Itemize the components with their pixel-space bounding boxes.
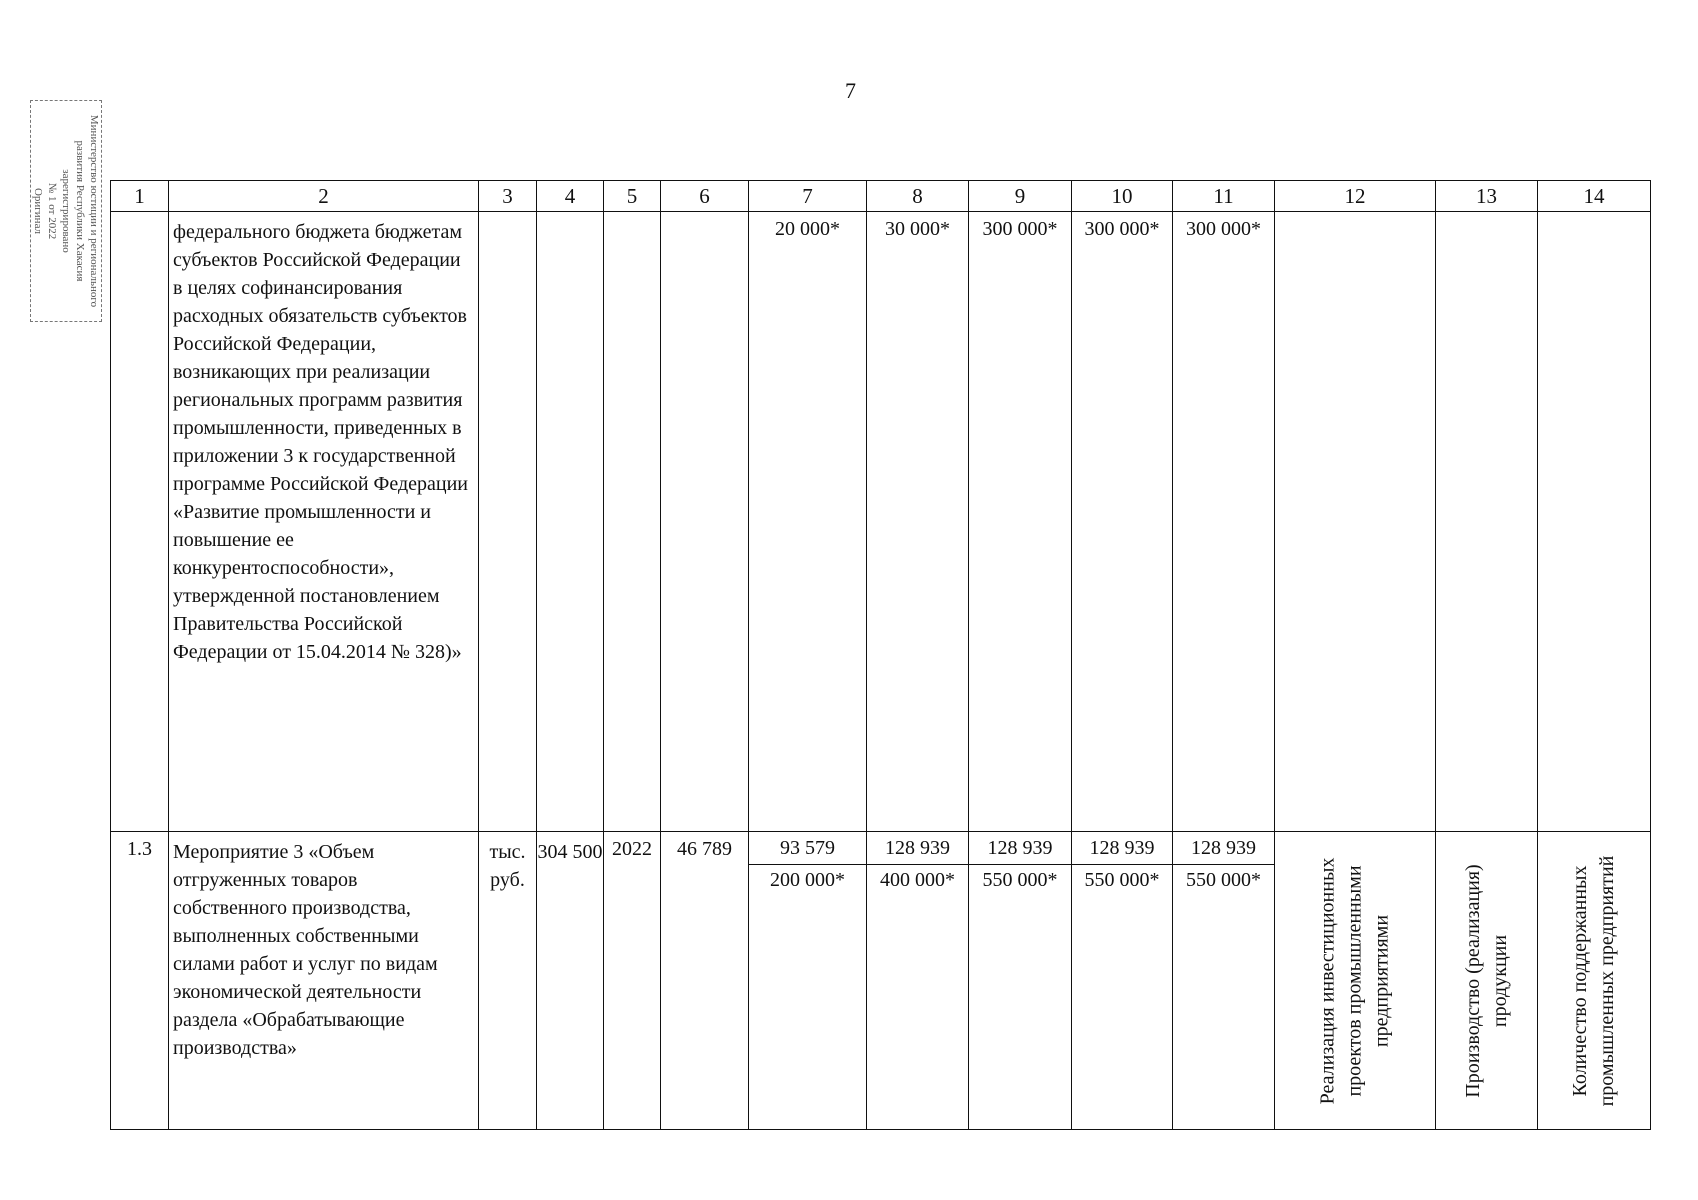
row2-col7-bottom: 200 000* bbox=[770, 869, 845, 891]
row2-col10-top: 128 939 bbox=[1072, 832, 1172, 865]
row1-col13-cell bbox=[1436, 212, 1538, 832]
row1-col9-value: 300 000* bbox=[969, 212, 1072, 832]
row1-col14-cell bbox=[1538, 212, 1651, 832]
row2-col14-cell bbox=[1538, 832, 1651, 1130]
row2-col7-cell bbox=[749, 832, 867, 1130]
row2-col13-vertical-text: Производство (реализация) продукции bbox=[1461, 863, 1511, 1098]
row2-col9-top: 128 939 bbox=[969, 832, 1071, 865]
header-cell-9: 9 bbox=[969, 181, 1072, 212]
row2-col12-vertical-text: Реализация инвестиционных проектов промышленными предприятиями bbox=[1316, 857, 1393, 1104]
header-cell-4: 4 bbox=[537, 181, 604, 212]
header-cell-14: 14 bbox=[1538, 181, 1651, 212]
header-cell-1: 1 bbox=[111, 181, 169, 212]
table-row bbox=[111, 212, 1651, 832]
registration-stamp bbox=[30, 100, 102, 322]
row2-description: Мероприятие 3 «Объем отгруженных товаров собственного производства, выполненных собственными силами работ и услуг по видам экономической деятельности раздела «Обрабатывающие производства» bbox=[169, 832, 479, 1130]
header-cell-6: 6 bbox=[661, 181, 749, 212]
row1-col4-cell bbox=[537, 212, 604, 832]
row2-number: 1.3 bbox=[111, 832, 169, 1130]
header-cell-7: 7 bbox=[749, 181, 867, 212]
row2-col7-top: 93 579 bbox=[749, 832, 866, 865]
row2-col8-bottom: 400 000* bbox=[880, 869, 955, 891]
row2-col11-cell bbox=[1173, 832, 1275, 1130]
row2-col14-vertical-text: Количество поддержанных промышленных предприятий bbox=[1569, 855, 1618, 1106]
row2-col8-cell bbox=[867, 832, 969, 1130]
row1-number-cell bbox=[111, 212, 169, 832]
row1-col5-cell bbox=[604, 212, 661, 832]
row2-col9-cell bbox=[969, 832, 1072, 1130]
header-cell-2: 2 bbox=[169, 181, 479, 212]
row1-col6-cell bbox=[661, 212, 749, 832]
row1-col10-value: 300 000* bbox=[1072, 212, 1173, 832]
row1-col12-cell bbox=[1275, 212, 1436, 832]
header-cell-13: 13 bbox=[1436, 181, 1538, 212]
measures-table bbox=[110, 180, 1651, 1130]
row2-col9-bottom: 550 000* bbox=[982, 869, 1058, 891]
row2-col6-value: 46 789 bbox=[661, 832, 749, 1130]
row2-col10-bottom: 550 000* bbox=[1084, 869, 1160, 891]
header-cell-10: 10 bbox=[1072, 181, 1173, 212]
page-number: 7 bbox=[845, 78, 856, 103]
row2-col5-value: 2022 bbox=[604, 832, 661, 1130]
table-row bbox=[111, 832, 1651, 1130]
header-cell-5: 5 bbox=[604, 181, 661, 212]
header-cell-11: 11 bbox=[1173, 181, 1275, 212]
row2-col12-cell bbox=[1275, 832, 1436, 1130]
row1-col8-value: 30 000* bbox=[867, 212, 969, 832]
row2-unit: тыс. руб. bbox=[479, 832, 537, 1130]
row1-unit-cell bbox=[479, 212, 537, 832]
row2-col4-value: 304 500 bbox=[537, 832, 604, 1130]
row2-col10-cell bbox=[1072, 832, 1173, 1130]
header-cell-12: 12 bbox=[1275, 181, 1436, 212]
stamp-text: Министерство юстиции и регионального развития Республики Хакасия зарегистрировано № 1 от 2022 Оригинал bbox=[32, 114, 100, 308]
row2-col8-top: 128 939 bbox=[867, 832, 968, 865]
row2-col11-top: 128 939 bbox=[1173, 832, 1274, 865]
row1-col7-value: 20 000* bbox=[749, 212, 867, 832]
row1-col11-value: 300 000* bbox=[1173, 212, 1275, 832]
header-row bbox=[111, 181, 1651, 212]
row1-description: федерального бюджета бюджетам субъектов Российской Федерации в целях софинансирования расходных обязательств субъектов Российской Федерации, возникающих при реализации региональных программ развития промышленности, приведенных в приложении 3 к государственной программе Российской Федерации «Развитие промышленности и повышение ее конкурентоспособности», утвержденной постановлением Правительства Российской Федерации от 15.04.2014 № 328)» bbox=[169, 212, 479, 832]
row2-col13-cell bbox=[1436, 832, 1538, 1130]
header-cell-3: 3 bbox=[479, 181, 537, 212]
row2-col11-bottom: 550 000* bbox=[1186, 869, 1261, 891]
header-cell-8: 8 bbox=[867, 181, 969, 212]
